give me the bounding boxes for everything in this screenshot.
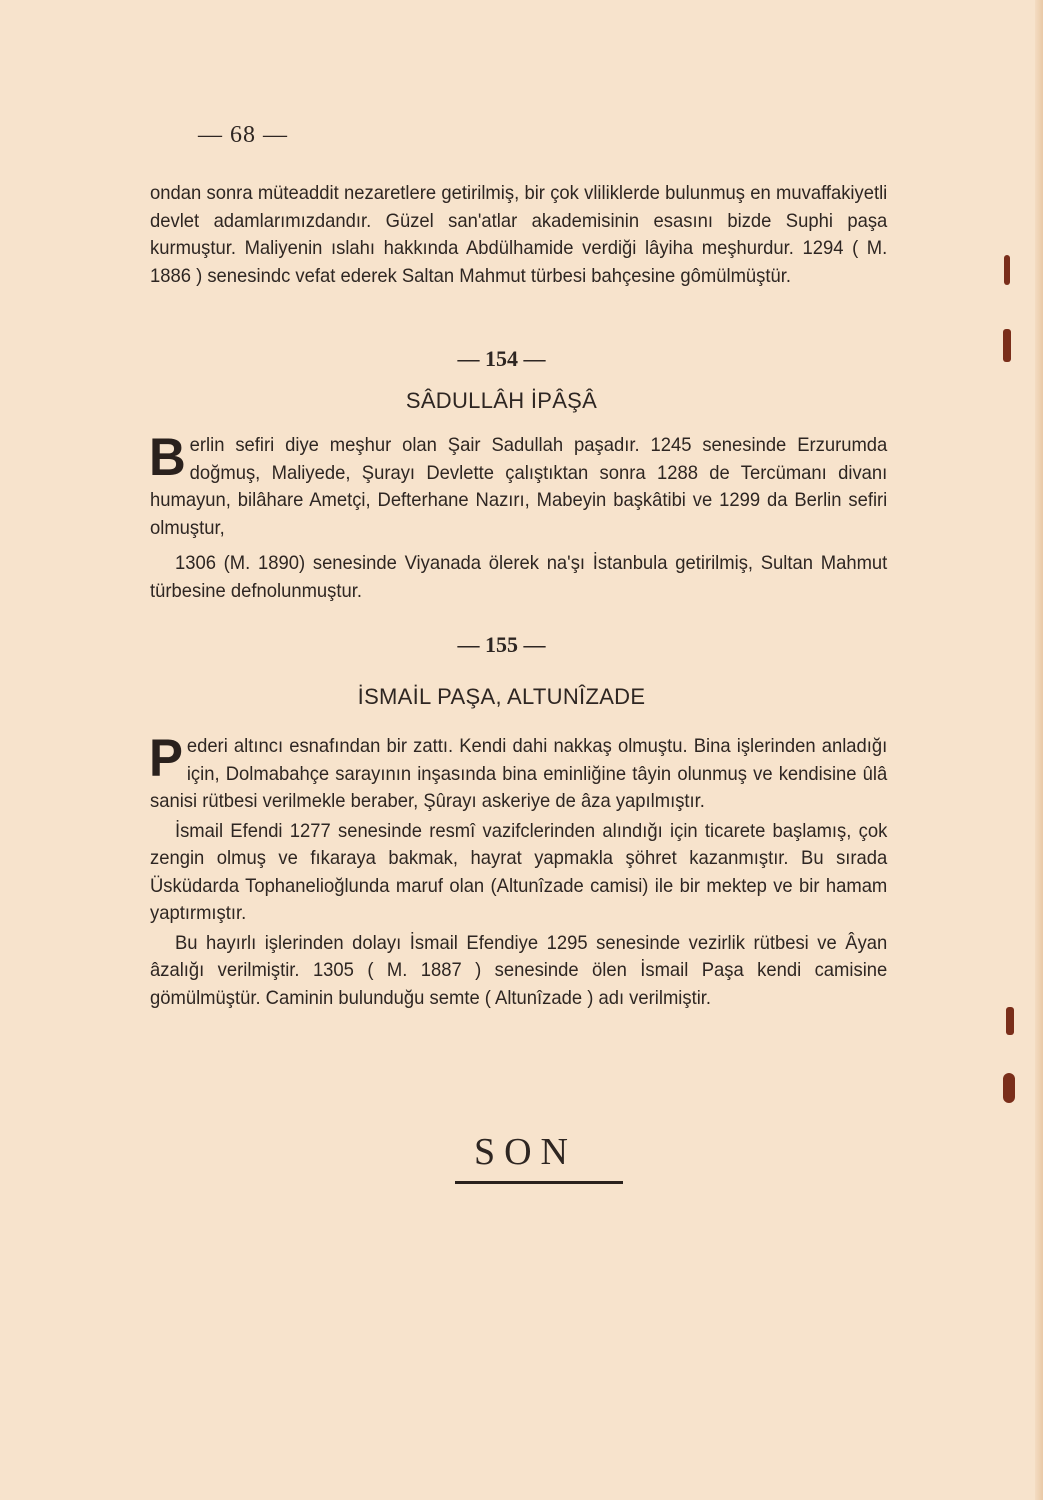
stain-mark bbox=[1003, 1073, 1015, 1103]
entry-155-paragraph-1: İsmail Efendi 1277 senesinde resmî vazifclerinden alındığı için ticarete başlamış, çok zengin olmuş ve fıkaraya bakmak, hayrat yapmakla şöhret kazanmıştır. Bu sırada Üsküdarda Tophanelioğlunda maruf olan (Altunîzade camisi) ile bir mektep ve bir hamam yaptırmıştır. bbox=[150, 820, 888, 924]
entry-body-154 bbox=[149, 428, 888, 605]
entry-155-first-paragraph bbox=[149, 729, 888, 816]
stain-mark bbox=[1006, 1007, 1014, 1035]
dropcap-b: B bbox=[149, 428, 186, 487]
page-edge bbox=[1035, 0, 1043, 1500]
entry-number-154: — 154 — bbox=[457, 346, 546, 371]
intro-paragraph bbox=[150, 180, 887, 290]
ending-son: SON bbox=[473, 1131, 578, 1173]
entry-155-paragraph-2: Bu hayırlı işlerinden dolayı İsmail Efendiye 1295 senesinde vezirlik rütbesi ve Âyan âzalığı verilmiştir. 1305 ( M. 1887 ) senesinde ölen İsmail Paşa kendi camisine gömülmüştür. Caminin bulunduğu semte ( Altunîzade ) adı verilmiştir. bbox=[150, 932, 888, 1009]
page-number: — 68 — bbox=[198, 122, 288, 148]
stain-mark bbox=[1003, 329, 1011, 362]
entry-154-first-paragraph bbox=[149, 428, 888, 542]
entry-title-155: İSMAİL PAŞA, ALTUNÎZADE bbox=[357, 684, 646, 709]
entry-155-first-text: ederi altıncı esnafından bir zattı. Kendi dahi nakkaş olmuştu. Bina işlerinden anladığı için, Dolmabahçe sarayının inşasında bina eminliğine tâyin olunmuş ve kendisine ûlâ sanisi rütbesi verilmekle beraber, Şûrayı askeriye de âza yapılmıştır. bbox=[150, 736, 888, 812]
entry-number-155: — 155 — bbox=[457, 632, 546, 657]
ending-rule bbox=[455, 1181, 623, 1184]
entry-154-paragraph: 1306 (M. 1890) senesinde Viyanada ölerek na'şı İstanbula getirilmiş, Sultan Mahmut türbesine defnolunmuştur. bbox=[150, 553, 888, 602]
intro-text: ondan sonra müteaddit nezaretlere getirilmiş, bir çok vliliklerde bulunmuş en muvaffakiyetli devlet adamlarımızdandır. Güzel san'atlar akademisinin esasını bizde Suphi paşa kurmuştur. Maliyenin ıslahı hakkında Abdülhamide verdiği lâyiha meşhurdur. 1294 ( M. 1886 ) senesindc vefat ederek Saltan Mahmut türbesi bahçesine gômülmüştür. bbox=[150, 183, 888, 287]
dropcap-p: P bbox=[149, 729, 183, 788]
entry-title-154: SÂDULLÂH İPÂŞÂ bbox=[405, 388, 598, 413]
entry-154-first-text: erlin sefiri diye meşhur olan Şair Sadullah paşadır. 1245 senesinde Erzurumda doğmuş, Maliyede, Şurayı Devlette çalıştıktan sonra 1288 de Tercümanı divanı humayun, bilâhare Ametçi, Defterhane Nazırı, Mabeyin başkâtibi ve 1299 da Berlin sefiri olmuştur, bbox=[150, 435, 888, 539]
stain-mark bbox=[1004, 255, 1010, 285]
entry-body-155 bbox=[149, 729, 888, 1012]
